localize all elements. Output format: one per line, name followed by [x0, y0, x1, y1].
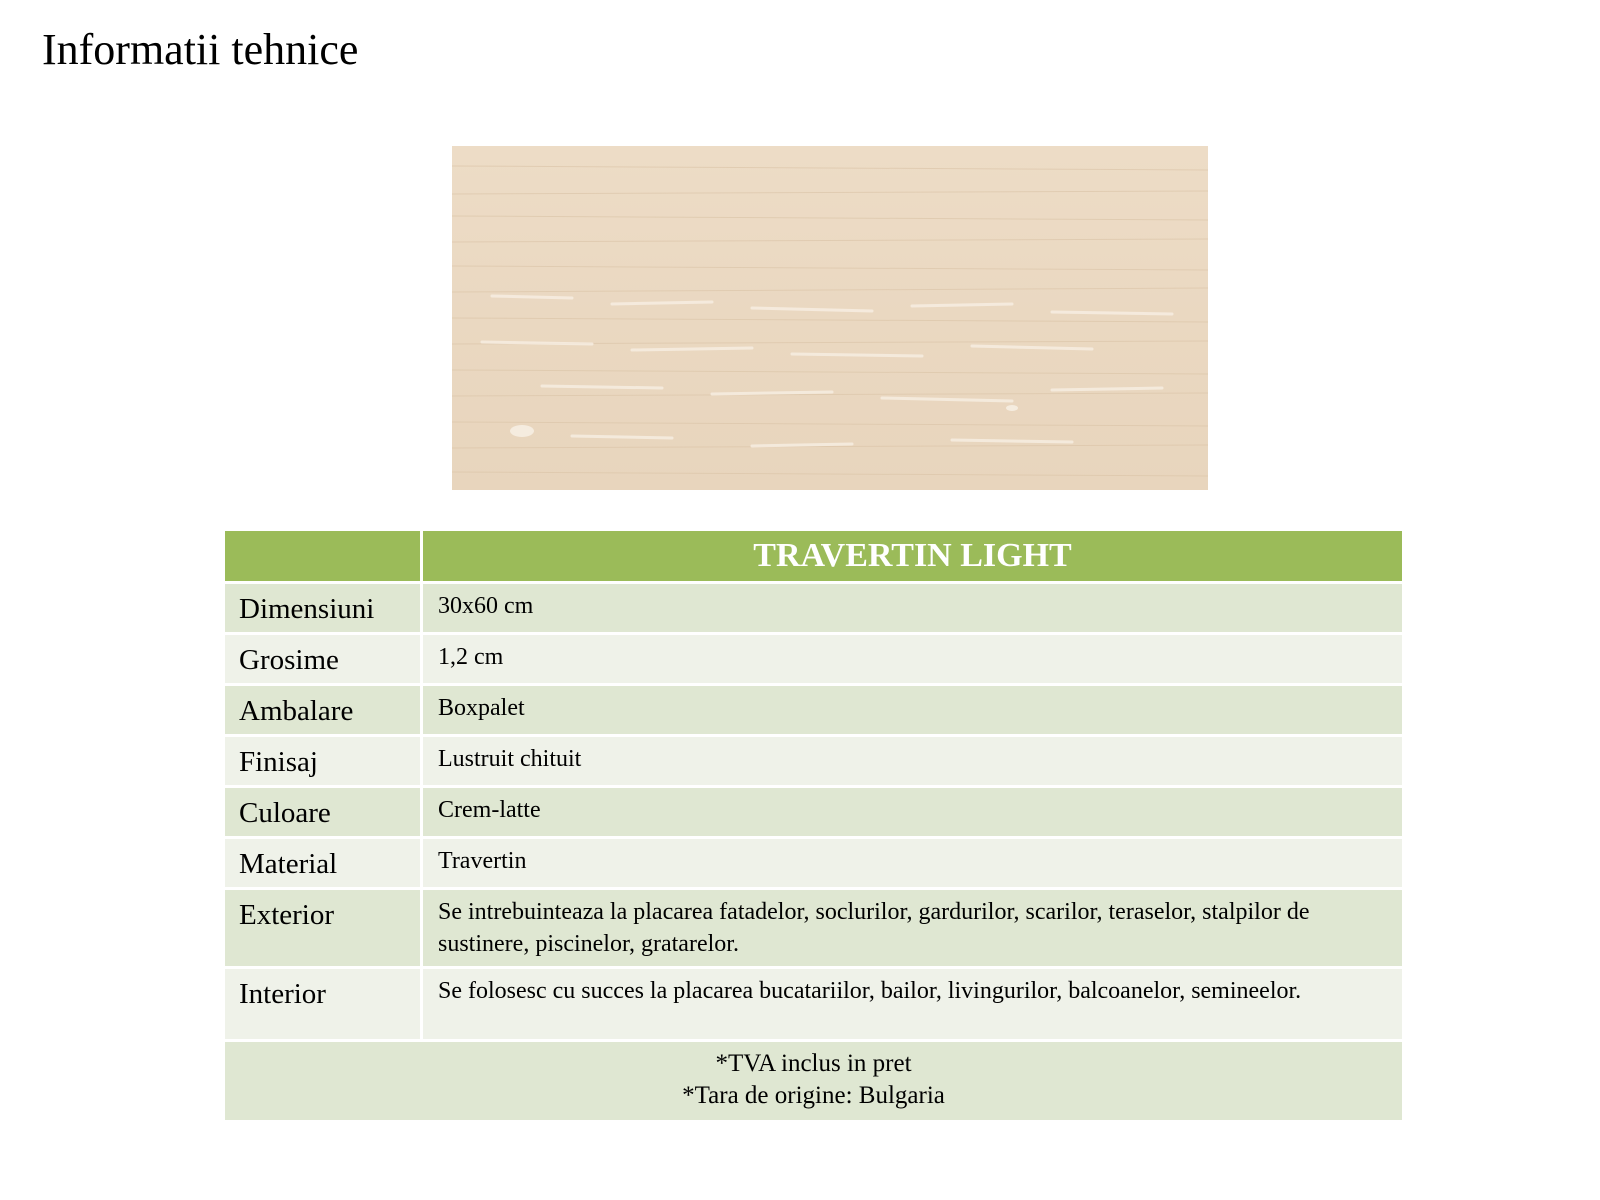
row-value: 1,2 cm — [422, 634, 1404, 685]
row-value: Travertin — [422, 838, 1404, 889]
table-header-row — [224, 530, 1404, 583]
spec-table — [222, 528, 1405, 1123]
page-title: Informatii tehnice — [42, 25, 359, 74]
table-row — [224, 583, 1404, 634]
row-value: Se folosesc cu succes la placarea bucatariilor, bailor, livingurilor, balcoanelor, semineelor. — [422, 968, 1404, 1041]
table-row — [224, 838, 1404, 889]
vat-note: *TVA inclus in pret — [715, 1050, 912, 1077]
table-footer-row — [224, 1041, 1404, 1122]
row-value: Boxpalet — [422, 685, 1404, 736]
row-label: Finisaj — [224, 736, 422, 787]
row-value: 30x60 cm — [422, 583, 1404, 634]
table-row — [224, 685, 1404, 736]
product-image — [452, 146, 1208, 490]
row-value: Lustruit chituit — [422, 736, 1404, 787]
table-row — [224, 736, 1404, 787]
table-row — [224, 787, 1404, 838]
row-label: Grosime — [224, 634, 422, 685]
product-name: TRAVERTIN LIGHT — [422, 530, 1404, 583]
header-corner-cell — [224, 530, 422, 583]
travertine-texture — [452, 146, 1208, 490]
row-value: Crem-latte — [422, 787, 1404, 838]
table-row — [224, 968, 1404, 1041]
row-label: Interior — [224, 968, 422, 1041]
row-label: Culoare — [224, 787, 422, 838]
row-label: Ambalare — [224, 685, 422, 736]
origin-note: *Tara de origine: Bulgaria — [682, 1082, 945, 1109]
row-label: Material — [224, 838, 422, 889]
table-row — [224, 889, 1404, 968]
row-value: Se intrebuinteaza la placarea fatadelor, soclurilor, gardurilor, scarilor, teraselor, stalpilor de sustinere, piscinelor, gratarelor. — [422, 889, 1404, 968]
row-label: Dimensiuni — [224, 583, 422, 634]
footer-notes — [224, 1041, 1404, 1122]
table-row — [224, 634, 1404, 685]
row-label: Exterior — [224, 889, 422, 968]
